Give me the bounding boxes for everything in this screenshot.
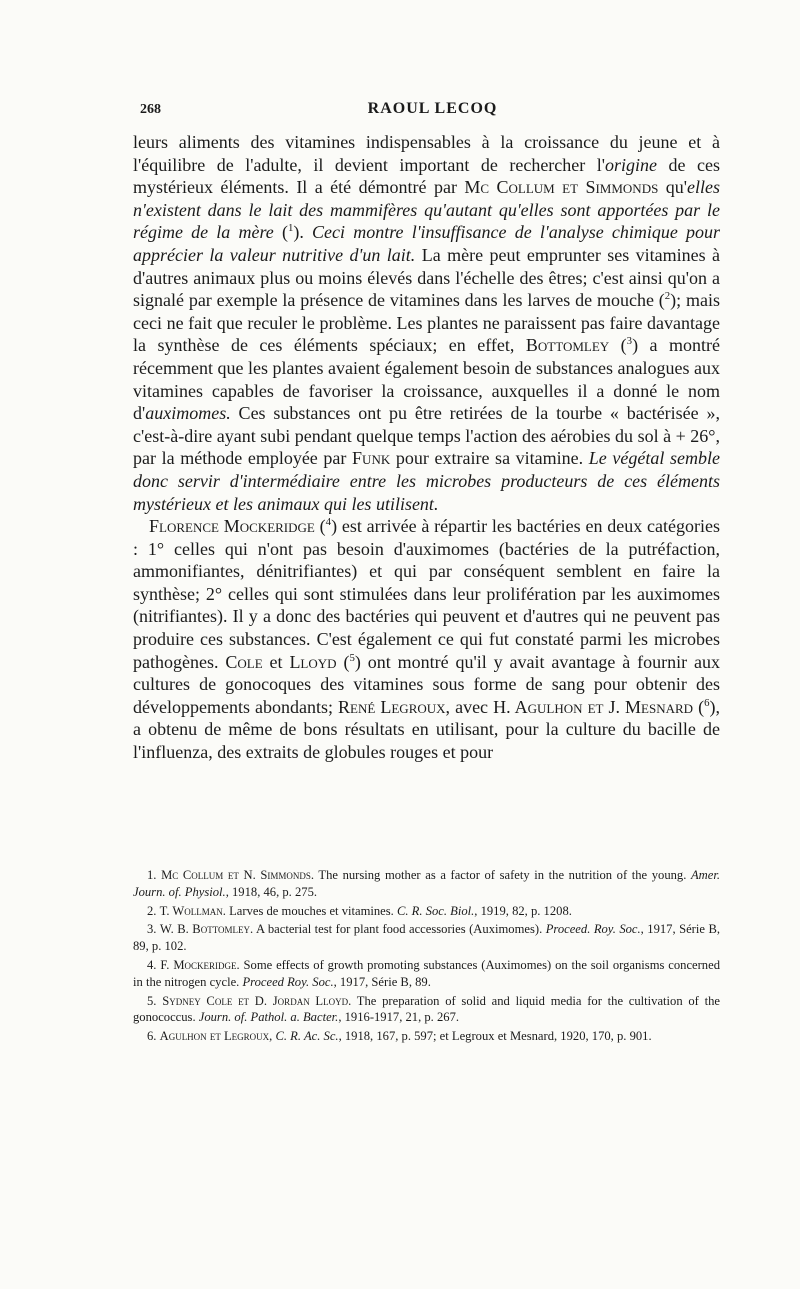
footnote-2 <box>133 903 720 920</box>
footnote-3 <box>133 921 720 955</box>
text-run: ) ont montré qu'il y avait avantage à fournir aux cultures de gonocoques des vitamines sous forme de sang pour obtenir des développements abondants; <box>133 651 720 717</box>
footnote-authors: Agulhon et Legroux, <box>159 1029 273 1044</box>
footnote-journal: Proceed Roy. Soc. <box>242 974 334 989</box>
footnote-authors: T. Wollman. <box>159 903 226 918</box>
emphasis: Ceci montre l'insuffisance de l'analyse chimique pour apprécier la valeur nutritive d'un lait. <box>133 222 721 265</box>
page-header <box>140 100 725 124</box>
footnote-authors: F. Mockeridge. <box>160 957 240 972</box>
footnote-ref[interactable]: 4 <box>325 516 332 529</box>
text-run: et <box>262 651 290 672</box>
text-run: de ces mystérieux éléments. Il a été démontré par <box>133 154 720 198</box>
footnote-ref[interactable]: 3 <box>626 335 633 348</box>
text-run: ) a montré récemment que les plantes avaient également besoin de substances analogues aux vitamines capables de favoriser la croissance, auxquelles il a donné le nom d' <box>133 335 720 424</box>
footnote-number: 6. <box>147 1029 160 1044</box>
paragraph-1 <box>133 131 720 515</box>
text-run: ( <box>314 516 326 537</box>
footnote-citation: , 1917, Série B, 89, p. 102. <box>133 922 720 954</box>
author-name: Cole <box>225 651 263 672</box>
footnote-number: 5. <box>147 993 163 1008</box>
footnote-citation: , 1918, 46, p. 275. <box>225 884 318 899</box>
body-text <box>133 131 720 764</box>
text-run: ). <box>293 222 313 243</box>
footnote-title: Some effects of growth promoting substances (Auximomes) on the soil organisms concerned in the nitrogen cycle. <box>133 957 720 989</box>
text-run: ( <box>693 696 705 717</box>
page-number: 268 <box>140 102 161 117</box>
footnote-number: 4. <box>147 957 161 972</box>
text-run: ); mais ceci ne fait que reculer le problème. Les plantes ne paraissent pas faire davantage la synthèse de ces éléments spéciaux; en effet, <box>133 290 720 356</box>
text-run: ) est arrivée à répartir les bactéries en deux catégories : 1° celles qui n'ont pas besoin d'auximomes (bactéries de la putréfaction, ammonifiantes, dénitrifiantes) et qui par conséquent semblent en faire la synthèse; 2° celles qui sont stimulées dans leur prolifération par les auximomes (nitrifiantes). Il y a donc des bactéries qui peuvent et d'autres qui ne peuvent pas produire ces substances. C'est également ce qui fut constaté parmi les microbes pathogènes. <box>133 516 720 672</box>
author-name: Funk <box>352 448 391 469</box>
emphasis: auximomes. <box>145 403 231 424</box>
footnotes <box>133 867 720 1047</box>
emphasis: elles n'existent dans le lait des mammifères qu'autant qu'elles sont apportées par le régime de la mère <box>133 177 720 243</box>
footnote-citation: , 1916-1917, 21, p. 267. <box>338 1010 460 1025</box>
footnote-ref[interactable]: 5 <box>349 651 355 664</box>
footnote-authors: Mc Collum et N. Simmonds. <box>161 868 314 882</box>
footnote-ref[interactable]: 6 <box>704 696 710 709</box>
text-run: pour extraire sa vitamine. <box>390 448 589 469</box>
footnote-number: 1. <box>147 868 162 882</box>
footnote-title: The preparation of solid and liquid media for the cultivation of the gonococcus. <box>133 993 721 1025</box>
footnote-authors: W. B. Bottomley. <box>159 922 254 937</box>
running-head: RAOUL LECOQ <box>367 100 498 117</box>
footnote-journal: C. R. Ac. Sc. <box>275 1029 339 1044</box>
author-name: Florence Mockeridge <box>149 516 315 537</box>
footnote-journal: Journ. of. Pathol. a. Bacter. <box>198 1010 339 1025</box>
text-run: ( <box>336 651 350 672</box>
text-run: La mère peut emprunter ses vitamines à d'autres animaux plus ou moins élevés dans l'échelle des êtres; c'est ainsi qu'on a signalé par exemple la présence de vitamines dans les larves de mouche ( <box>133 244 720 311</box>
footnote-5 <box>133 993 720 1027</box>
footnote-citation: , 1919, 82, p. 1208. <box>474 903 572 918</box>
text-run: ( <box>273 222 288 243</box>
author-name: Mc Collum et Simmonds <box>464 177 659 198</box>
text-run: ( <box>609 335 627 356</box>
footnote-number: 3. <box>147 922 160 937</box>
emphasis: Le végétal semble donc servir d'intermédiaire entre les microbes producteurs de ces éléments mystérieux et les animaux qui les utilisent. <box>133 448 720 514</box>
footnote-citation: , 1917, Série B, 89. <box>333 974 431 989</box>
footnote-1 <box>133 867 720 901</box>
footnote-6 <box>133 1028 720 1045</box>
footnote-ref[interactable]: 1 <box>287 222 294 235</box>
footnote-authors: Sydney Cole et D. Jordan Lloyd. <box>162 993 352 1008</box>
footnote-title: The nursing mother as a factor of safety in the nutrition of the young. <box>314 868 691 882</box>
text-run: ), a obtenu de même de bons résultats en utilisant, pour la culture du bacille de l'influenza, des extraits de globules rouges et pour <box>133 696 721 763</box>
footnote-title: A bacterial test for plant food accessories (Auximomes). <box>253 922 546 937</box>
footnote-4 <box>133 957 720 991</box>
footnote-journal: Amer. Journ. of. Physiol. <box>133 868 721 899</box>
author-name: Bottomley <box>525 335 610 356</box>
author-name: Lloyd <box>289 651 337 672</box>
text-run: leurs aliments des vitamines indispensables à la croissance du jeune et à l'équilibre de l'adulte, il devient important de rechercher l' <box>133 132 720 175</box>
text-run: , avec <box>445 696 494 717</box>
text-run: qu' <box>658 177 687 198</box>
paragraph-2 <box>133 515 720 764</box>
author-name: H. Agulhon et J. Mesnard <box>493 696 694 717</box>
footnote-title: Larves de mouches et vitamines. <box>225 903 397 918</box>
footnote-citation: , 1918, 167, p. 597; et Legroux et Mesnard, 1920, 170, p. 901. <box>338 1029 652 1044</box>
footnote-number: 2. <box>147 903 160 918</box>
footnote-ref[interactable]: 2 <box>664 290 671 303</box>
footnote-journal: Proceed. Roy. Soc. <box>545 922 641 937</box>
text-run: Ces substances ont pu être retirées de la tourbe « bactérisée », c'est-à-dire ayant subi pendant quelque temps l'action des aérobies du sol à + 26°, par la méthode employée par <box>133 403 720 469</box>
author-name: René Legroux <box>338 696 446 717</box>
emphasis: origine <box>605 154 658 175</box>
footnote-journal: C. R. Soc. Biol. <box>396 903 475 918</box>
